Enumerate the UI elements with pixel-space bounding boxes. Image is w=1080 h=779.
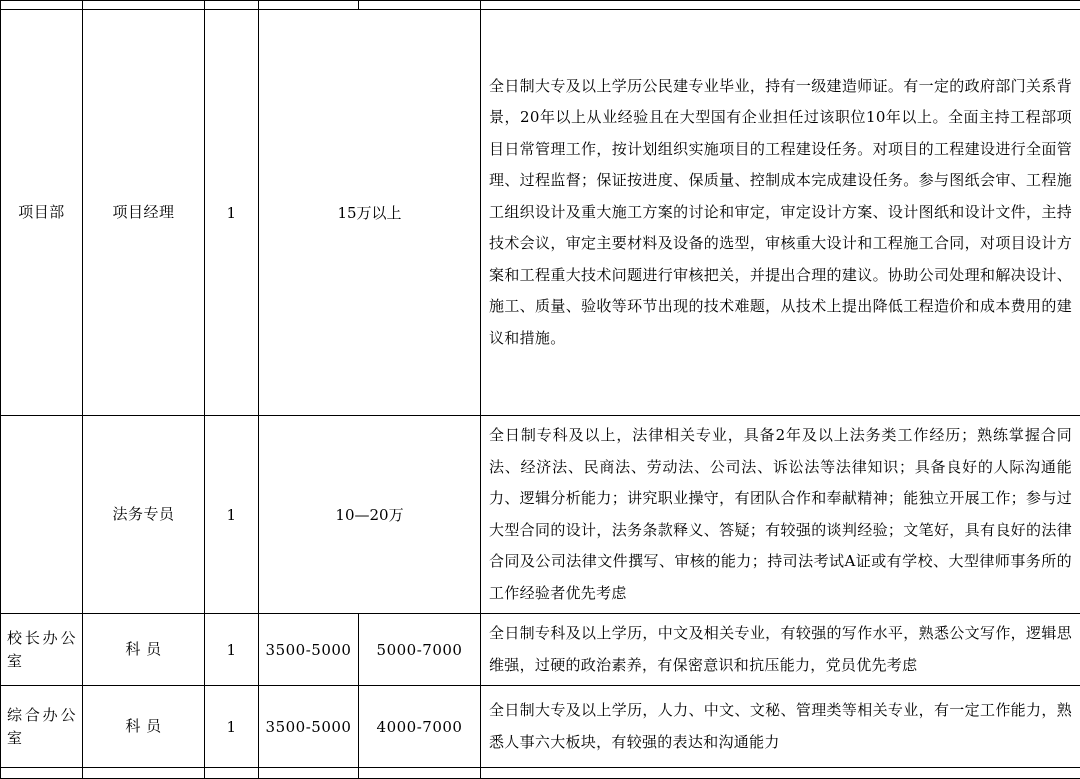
cell-position <box>83 686 205 768</box>
cell-requirement <box>481 416 1080 614</box>
department-label: 项目部 <box>1 201 82 224</box>
salary-low-value: 3500-5000 <box>266 641 352 659</box>
cell-requirement <box>481 686 1080 768</box>
cell-department <box>1 10 83 416</box>
requirement-text: 全日制大专及以上学历，人力、中文、文秘、管理类等相关专业，有一定工作能力，熟悉人事六大板块，有较强的表达和沟通能力 <box>481 691 1080 762</box>
salary-value: 10—20万 <box>335 506 403 524</box>
salary-high-value: 4000-7000 <box>377 718 463 736</box>
cell-department <box>1 686 83 768</box>
cell-position <box>83 416 205 614</box>
requirement-text: 全日制大专及以上学历公民建专业毕业，持有一级建造师证。有一定的政府部门关系背景，20年以上从业经验且在大型国有企业担任过该职位10年以上。全面主持工程部项目日常管理工作，按计划组织实施项目的工程建设任务。对项目的工程建设进行全面管理、过程监督；保证按进度、保质量、控制成本完成建设任务。参与图纸会审、工程施工组织设计及重大施工方案的讨论和审定，审定设计方案、设计图纸和设计文件，主持技术会议，审定主要材料及设备的选型，审核重大设计和工程施工合同，对项目设计方案和工程重大技术问题进行审核把关，并提出合理的建议。协助公司处理和解决设计、施工、质量、验收等环节出现的技术难题，从技术上提出降低工程造价和成本费用的建议和措施。 <box>481 67 1080 359</box>
cell-department <box>1 614 83 686</box>
table-row <box>1 614 1080 686</box>
salary-low-value: 3500-5000 <box>266 718 352 736</box>
cell-salary-low <box>259 768 359 779</box>
cell-position <box>83 768 205 779</box>
cell-department <box>1 416 83 614</box>
cell-salary-high <box>359 768 481 779</box>
position-label: 科 员 <box>83 638 204 661</box>
requirement-text: 全日制专科及以上学历，中文及相关专业，有较强的写作水平，熟悉公文写作，逻辑思维强，过硬的政治素养，有保密意识和抗压能力，党员优先考虑 <box>481 614 1080 685</box>
cell-requirement <box>481 1 1080 10</box>
headcount-value: 1 <box>226 506 236 524</box>
cell-requirement <box>481 614 1080 686</box>
cell-headcount <box>205 1 259 10</box>
cell-headcount <box>205 686 259 768</box>
cell-department <box>1 1 83 10</box>
table-row <box>1 10 1080 416</box>
cell-department <box>1 768 83 779</box>
cell-requirement <box>481 768 1080 779</box>
table-row <box>1 686 1080 768</box>
cell-salary-merged <box>259 416 481 614</box>
cell-salary-low <box>259 614 359 686</box>
cell-position <box>83 1 205 10</box>
cell-salary-low <box>259 1 359 10</box>
cell-headcount <box>205 416 259 614</box>
table-row-partial-top <box>1 1 1080 10</box>
position-label: 科 员 <box>83 715 204 738</box>
requirement-text: 全日制专科及以上，法律相关专业，具备2年及以上法务类工作经历；熟练掌握合同法、经济法、民商法、劳动法、公司法、诉讼法等法律知识；具备良好的人际沟通能力、逻辑分析能力；讲究职业操守，有团队合作和奉献精神；能独立开展工作；参与过大型合同的设计，法务条款释义、答疑；有较强的谈判经验；文笔好，具有良好的法律合同及公司法律文件撰写、审核的能力；持司法考试A证或有学校、大型律师事务所的工作经验者优先考虑 <box>481 416 1080 613</box>
position-label: 项目经理 <box>83 201 204 224</box>
cell-requirement <box>481 10 1080 416</box>
headcount-value: 1 <box>226 204 236 222</box>
table-row <box>1 416 1080 614</box>
headcount-value: 1 <box>226 641 236 659</box>
salary-value: 15万以上 <box>337 204 401 222</box>
department-label: 校长办公室 <box>1 627 82 672</box>
department-label: 综合办公室 <box>1 704 82 749</box>
cell-salary-low <box>259 686 359 768</box>
cell-headcount <box>205 768 259 779</box>
salary-high-value: 5000-7000 <box>377 641 463 659</box>
cell-salary-high <box>359 1 481 10</box>
headcount-value: 1 <box>226 718 236 736</box>
cell-position <box>83 10 205 416</box>
cell-salary-merged <box>259 10 481 416</box>
cell-salary-high <box>359 686 481 768</box>
cell-salary-high <box>359 614 481 686</box>
table-row-partial-bottom <box>1 768 1080 779</box>
cell-position <box>83 614 205 686</box>
position-label: 法务专员 <box>83 503 204 526</box>
cell-headcount <box>205 614 259 686</box>
cell-headcount <box>205 10 259 416</box>
